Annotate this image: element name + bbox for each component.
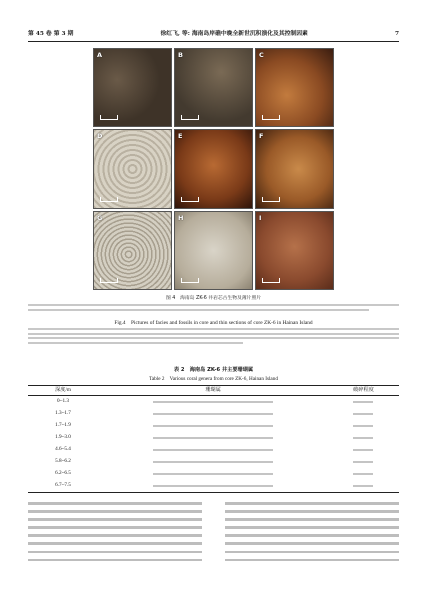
- unreadable-text: [153, 461, 273, 463]
- unreadable-line: [28, 328, 399, 330]
- body-column-left: [28, 502, 202, 567]
- panel-label: I: [259, 213, 262, 222]
- scale-bar: [262, 197, 280, 202]
- photo-panel-c: [255, 48, 334, 127]
- photo-panel-h: [174, 211, 253, 290]
- photo-panel-i: [255, 211, 334, 290]
- unreadable-text: [153, 437, 273, 439]
- unreadable-line: [28, 518, 202, 521]
- unreadable-line: [225, 551, 399, 554]
- page-number: 7: [394, 31, 399, 37]
- figure-notes-en: [28, 326, 399, 346]
- table-title-en: Table 2 Various coral genera from core ZK-6, Hainan Island: [149, 376, 278, 382]
- figure-notes-cn: [28, 302, 399, 313]
- header-fragmentation: 破碎程度: [353, 387, 374, 393]
- unreadable-text: [353, 437, 373, 439]
- table-row: [28, 444, 399, 455]
- panel-label: E: [178, 132, 183, 141]
- table-row: [28, 396, 399, 407]
- table-row: [28, 456, 399, 467]
- body-column-right: [225, 502, 399, 567]
- coral-genera-table: [28, 385, 399, 493]
- scale-bar: [262, 278, 280, 283]
- cell-depth: 5.8~6.2: [55, 458, 71, 464]
- figure-4-photo-grid: [93, 48, 334, 290]
- photo-panel-f: [255, 129, 334, 208]
- unreadable-line: [225, 510, 399, 513]
- unreadable-text: [353, 413, 373, 415]
- scale-bar: [100, 278, 118, 283]
- cell-depth: 1.3~1.7: [55, 410, 71, 416]
- unreadable-text: [153, 425, 273, 427]
- table-row: [28, 468, 399, 479]
- table-row: [28, 420, 399, 431]
- header-genus: 珊瑚属: [205, 387, 221, 393]
- unreadable-line: [28, 342, 243, 344]
- unreadable-text: [153, 401, 273, 403]
- unreadable-line: [28, 309, 369, 311]
- panel-label: G: [97, 213, 103, 222]
- unreadable-line: [28, 510, 202, 513]
- scale-bar: [100, 197, 118, 202]
- unreadable-line: [28, 559, 202, 562]
- unreadable-line: [225, 534, 399, 537]
- cell-depth: 1.9~3.0: [55, 434, 71, 440]
- scale-bar: [262, 115, 280, 120]
- header-depth: 深度/m: [55, 387, 71, 393]
- panel-label: F: [259, 132, 264, 141]
- panel-label: B: [178, 51, 183, 59]
- running-title: 徐红飞, 等: 海南岛岸礁中晚全新世沉积演化及其控制因素: [160, 31, 308, 37]
- unreadable-line: [225, 518, 399, 521]
- photo-panel-e: [174, 129, 253, 208]
- unreadable-line: [28, 337, 399, 339]
- journal-volume: 第 45 卷 第 3 期: [28, 31, 74, 37]
- unreadable-line: [28, 534, 202, 537]
- unreadable-line: [225, 526, 399, 529]
- table-header-row: [28, 386, 399, 396]
- figure-caption-en: Fig.4 Pictures of facies and fossils in core and thin sections of core ZK-6 in Hainan Island: [114, 320, 313, 326]
- photo-panel-d: [93, 129, 172, 208]
- unreadable-text: [353, 449, 373, 451]
- unreadable-line: [28, 333, 399, 335]
- unreadable-line: [225, 542, 399, 545]
- unreadable-line: [28, 526, 202, 529]
- unreadable-text: [153, 413, 273, 415]
- cell-depth: 0~1.3: [57, 398, 69, 404]
- panel-label: A: [97, 51, 103, 59]
- scale-bar: [181, 197, 199, 202]
- unreadable-line: [28, 551, 202, 554]
- unreadable-line: [28, 542, 202, 545]
- unreadable-line: [28, 304, 399, 306]
- figure-caption-cn: 图 4 海南岛 ZK-6 井岩芯古生物及薄片照片: [165, 296, 262, 301]
- scale-bar: [181, 115, 199, 120]
- photo-panel-b: [174, 48, 253, 127]
- running-header: [28, 28, 399, 42]
- header-rule: [28, 41, 399, 42]
- unreadable-text: [153, 449, 273, 451]
- unreadable-text: [353, 473, 373, 475]
- unreadable-line: [225, 559, 399, 562]
- cell-depth: 6.2~6.5: [55, 470, 71, 476]
- table-row: [28, 408, 399, 419]
- unreadable-text: [353, 401, 373, 403]
- photo-panel-a: [93, 48, 172, 127]
- cell-depth: 6.7~7.5: [55, 482, 71, 488]
- unreadable-text: [353, 425, 373, 427]
- table-title-cn: 表 2 海南岛 ZK-6 井主要珊瑚属: [173, 367, 254, 373]
- unreadable-line: [225, 502, 399, 505]
- panel-label: D: [97, 132, 103, 141]
- unreadable-text: [353, 461, 373, 463]
- table-row: [28, 480, 399, 491]
- unreadable-text: [153, 473, 273, 475]
- scale-bar: [100, 115, 118, 120]
- cell-depth: 4.6~5.4: [55, 446, 71, 452]
- table-row: [28, 432, 399, 443]
- cell-depth: 1.7~1.9: [55, 422, 71, 428]
- unreadable-line: [28, 502, 202, 505]
- panel-label: H: [178, 213, 184, 222]
- unreadable-text: [153, 485, 273, 487]
- scale-bar: [181, 278, 199, 283]
- panel-label: C: [259, 51, 264, 59]
- photo-panel-g: [93, 211, 172, 290]
- unreadable-text: [353, 485, 373, 487]
